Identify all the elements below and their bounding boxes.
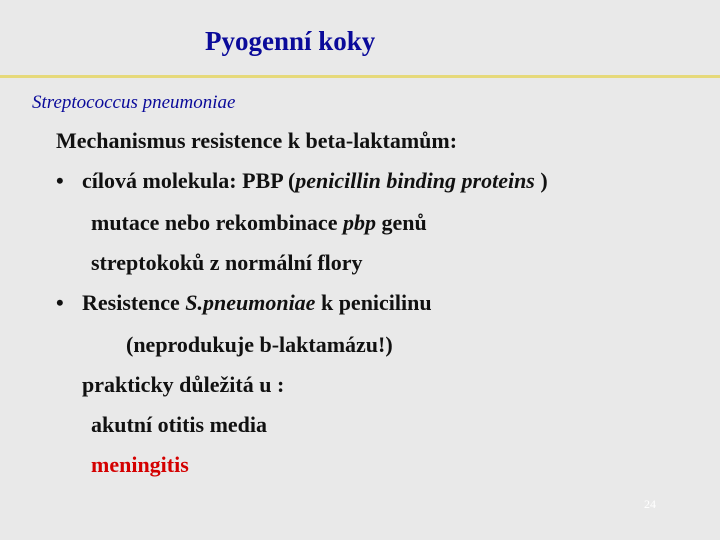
- bullet-1-part-c: ): [534, 168, 548, 193]
- bullet-1-italic: penicillin binding proteins: [295, 168, 535, 193]
- line-meningitis: meningitis: [91, 452, 189, 477]
- subtitle: Streptococcus pneumoniae: [32, 92, 236, 113]
- line-mutation-a: mutace nebo rekombinace: [91, 210, 343, 235]
- line-mutation-c: genů: [375, 210, 427, 235]
- bullet-2-marker: •: [56, 290, 64, 315]
- bullet-2-italic: S.pneumoniae: [185, 290, 316, 315]
- heading-line: Mechanismus resistence k beta-laktamům:: [56, 128, 458, 153]
- line-flora: streptokoků z normální flory: [91, 250, 363, 275]
- line-mutation: [91, 210, 427, 236]
- line-mutation-italic: pbp: [342, 210, 376, 235]
- bullet-1-marker: •: [56, 168, 64, 193]
- line-no-betalactamase: (neprodukuje b-laktamázu!): [126, 332, 393, 357]
- bullet-2-part-a: Resistence: [82, 290, 186, 315]
- bullet-1-text: [82, 168, 548, 194]
- line-practical: prakticky důležitá u :: [82, 372, 285, 397]
- bullet-2-text: [82, 290, 432, 316]
- page-number: 24: [644, 497, 656, 511]
- title-divider: [0, 75, 720, 78]
- bullet-1-part-a: cílová molekula: PBP (: [82, 168, 296, 193]
- slide-title: Pyogenní koky: [205, 26, 376, 56]
- bullet-2-part-c: k penicilinu: [315, 290, 432, 315]
- line-otitis: akutní otitis media: [91, 412, 268, 437]
